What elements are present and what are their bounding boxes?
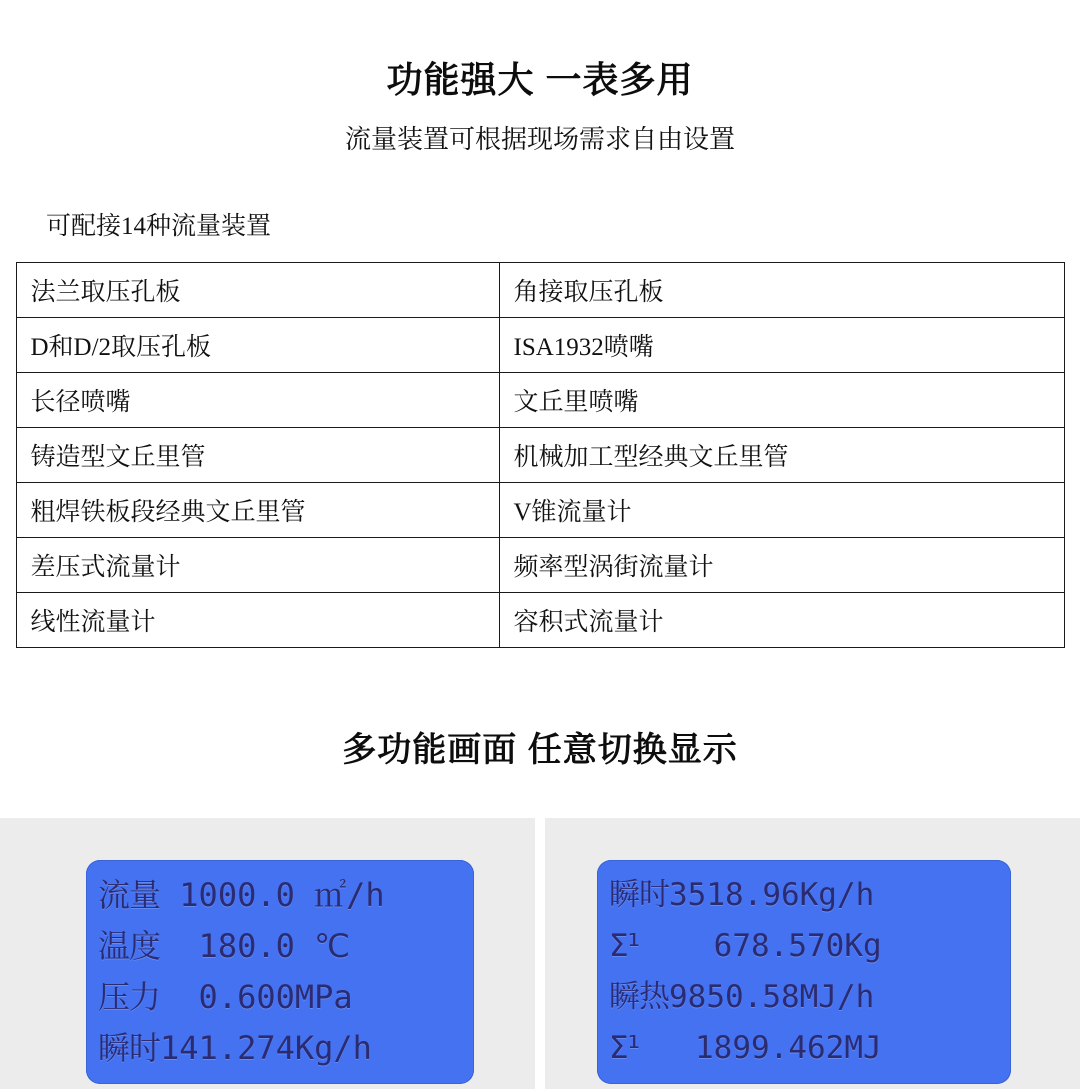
lcd-line-label: 瞬时 — [98, 1029, 161, 1067]
lcd-line-label: 压力 — [98, 978, 161, 1016]
table-cell-right: 容积式流量计 — [499, 593, 1064, 648]
page-subtitle: 流量装置可根据现场需求自由设置 — [344, 124, 735, 154]
lcd-line-value: 141.274Kg/h — [160, 1029, 372, 1067]
lcd-panel-left — [0, 818, 535, 1089]
lcd-line-value: 1899.462MJ — [639, 1030, 882, 1066]
lcd-screen-right — [597, 860, 1011, 1084]
table-cell-left: 法兰取压孔板 — [16, 263, 499, 318]
table-cell-right: 文丘里喷嘴 — [499, 373, 1064, 428]
table-row — [16, 593, 1064, 648]
lcd-line-value: 3518.96Kg/h — [669, 877, 875, 913]
table-cell-right: 频率型涡街流量计 — [499, 538, 1064, 593]
section-title-displays: 多功能画面 任意切换显示 — [342, 731, 738, 769]
lcd-screen-left — [86, 860, 474, 1084]
table-row — [16, 373, 1064, 428]
lcd-lines-left — [86, 870, 474, 1074]
lcd-line-label: 瞬时 — [609, 877, 669, 913]
table-row — [16, 318, 1064, 373]
lcd-line-label: Σ¹ — [609, 928, 640, 964]
table-row — [16, 263, 1064, 318]
lcd-line-label: 瞬热 — [609, 979, 669, 1015]
table-cell-right: V锥流量计 — [499, 483, 1064, 538]
table-cell-left: 粗焊铁板段经典文丘里管 — [16, 483, 499, 538]
table-cell-left: 长径喷嘴 — [16, 373, 499, 428]
table-cell-left: 差压式流量计 — [16, 538, 499, 593]
lcd-line — [609, 921, 999, 972]
lcd-line — [609, 870, 999, 921]
table-row — [16, 538, 1064, 593]
table-cell-left: 线性流量计 — [16, 593, 499, 648]
lcd-panel-right — [545, 818, 1080, 1089]
lcd-line — [609, 1023, 999, 1074]
lcd-line-value: 180.0 ℃ — [160, 927, 351, 965]
lcd-line-label: 流量 — [98, 876, 161, 914]
lcd-line-value: 0.600MPa — [160, 978, 353, 1016]
lcd-line-label: 温度 — [98, 927, 161, 965]
lcd-line-value: 9850.58MJ/h — [669, 979, 875, 1015]
lcd-line-value: 678.570Kg — [639, 928, 882, 964]
lcd-line-value: 1000.0 ㎡/h — [160, 876, 385, 914]
device-table-body — [16, 263, 1064, 648]
lcd-line — [609, 972, 999, 1023]
lcd-line-label: Σ¹ — [609, 1030, 640, 1066]
lcd-line — [98, 972, 462, 1023]
table-cell-left: D和D/2取压孔板 — [16, 318, 499, 373]
lcd-line — [98, 1023, 462, 1074]
table-row — [16, 428, 1064, 483]
display-panels — [0, 818, 1080, 1089]
table-cell-left: 铸造型文丘里管 — [16, 428, 499, 483]
table-cell-right: ISA1932喷嘴 — [499, 318, 1064, 373]
lcd-lines-right — [597, 870, 1011, 1074]
lcd-line — [98, 870, 462, 921]
table-row — [16, 483, 1064, 538]
table-cell-right: 角接取压孔板 — [499, 263, 1064, 318]
device-table — [16, 262, 1065, 648]
page-title: 功能强大 一表多用 — [386, 59, 694, 100]
table-cell-right: 机械加工型经典文丘里管 — [499, 428, 1064, 483]
lcd-line — [98, 921, 462, 972]
table-caption: 可配接14种流量装置 — [46, 213, 272, 240]
